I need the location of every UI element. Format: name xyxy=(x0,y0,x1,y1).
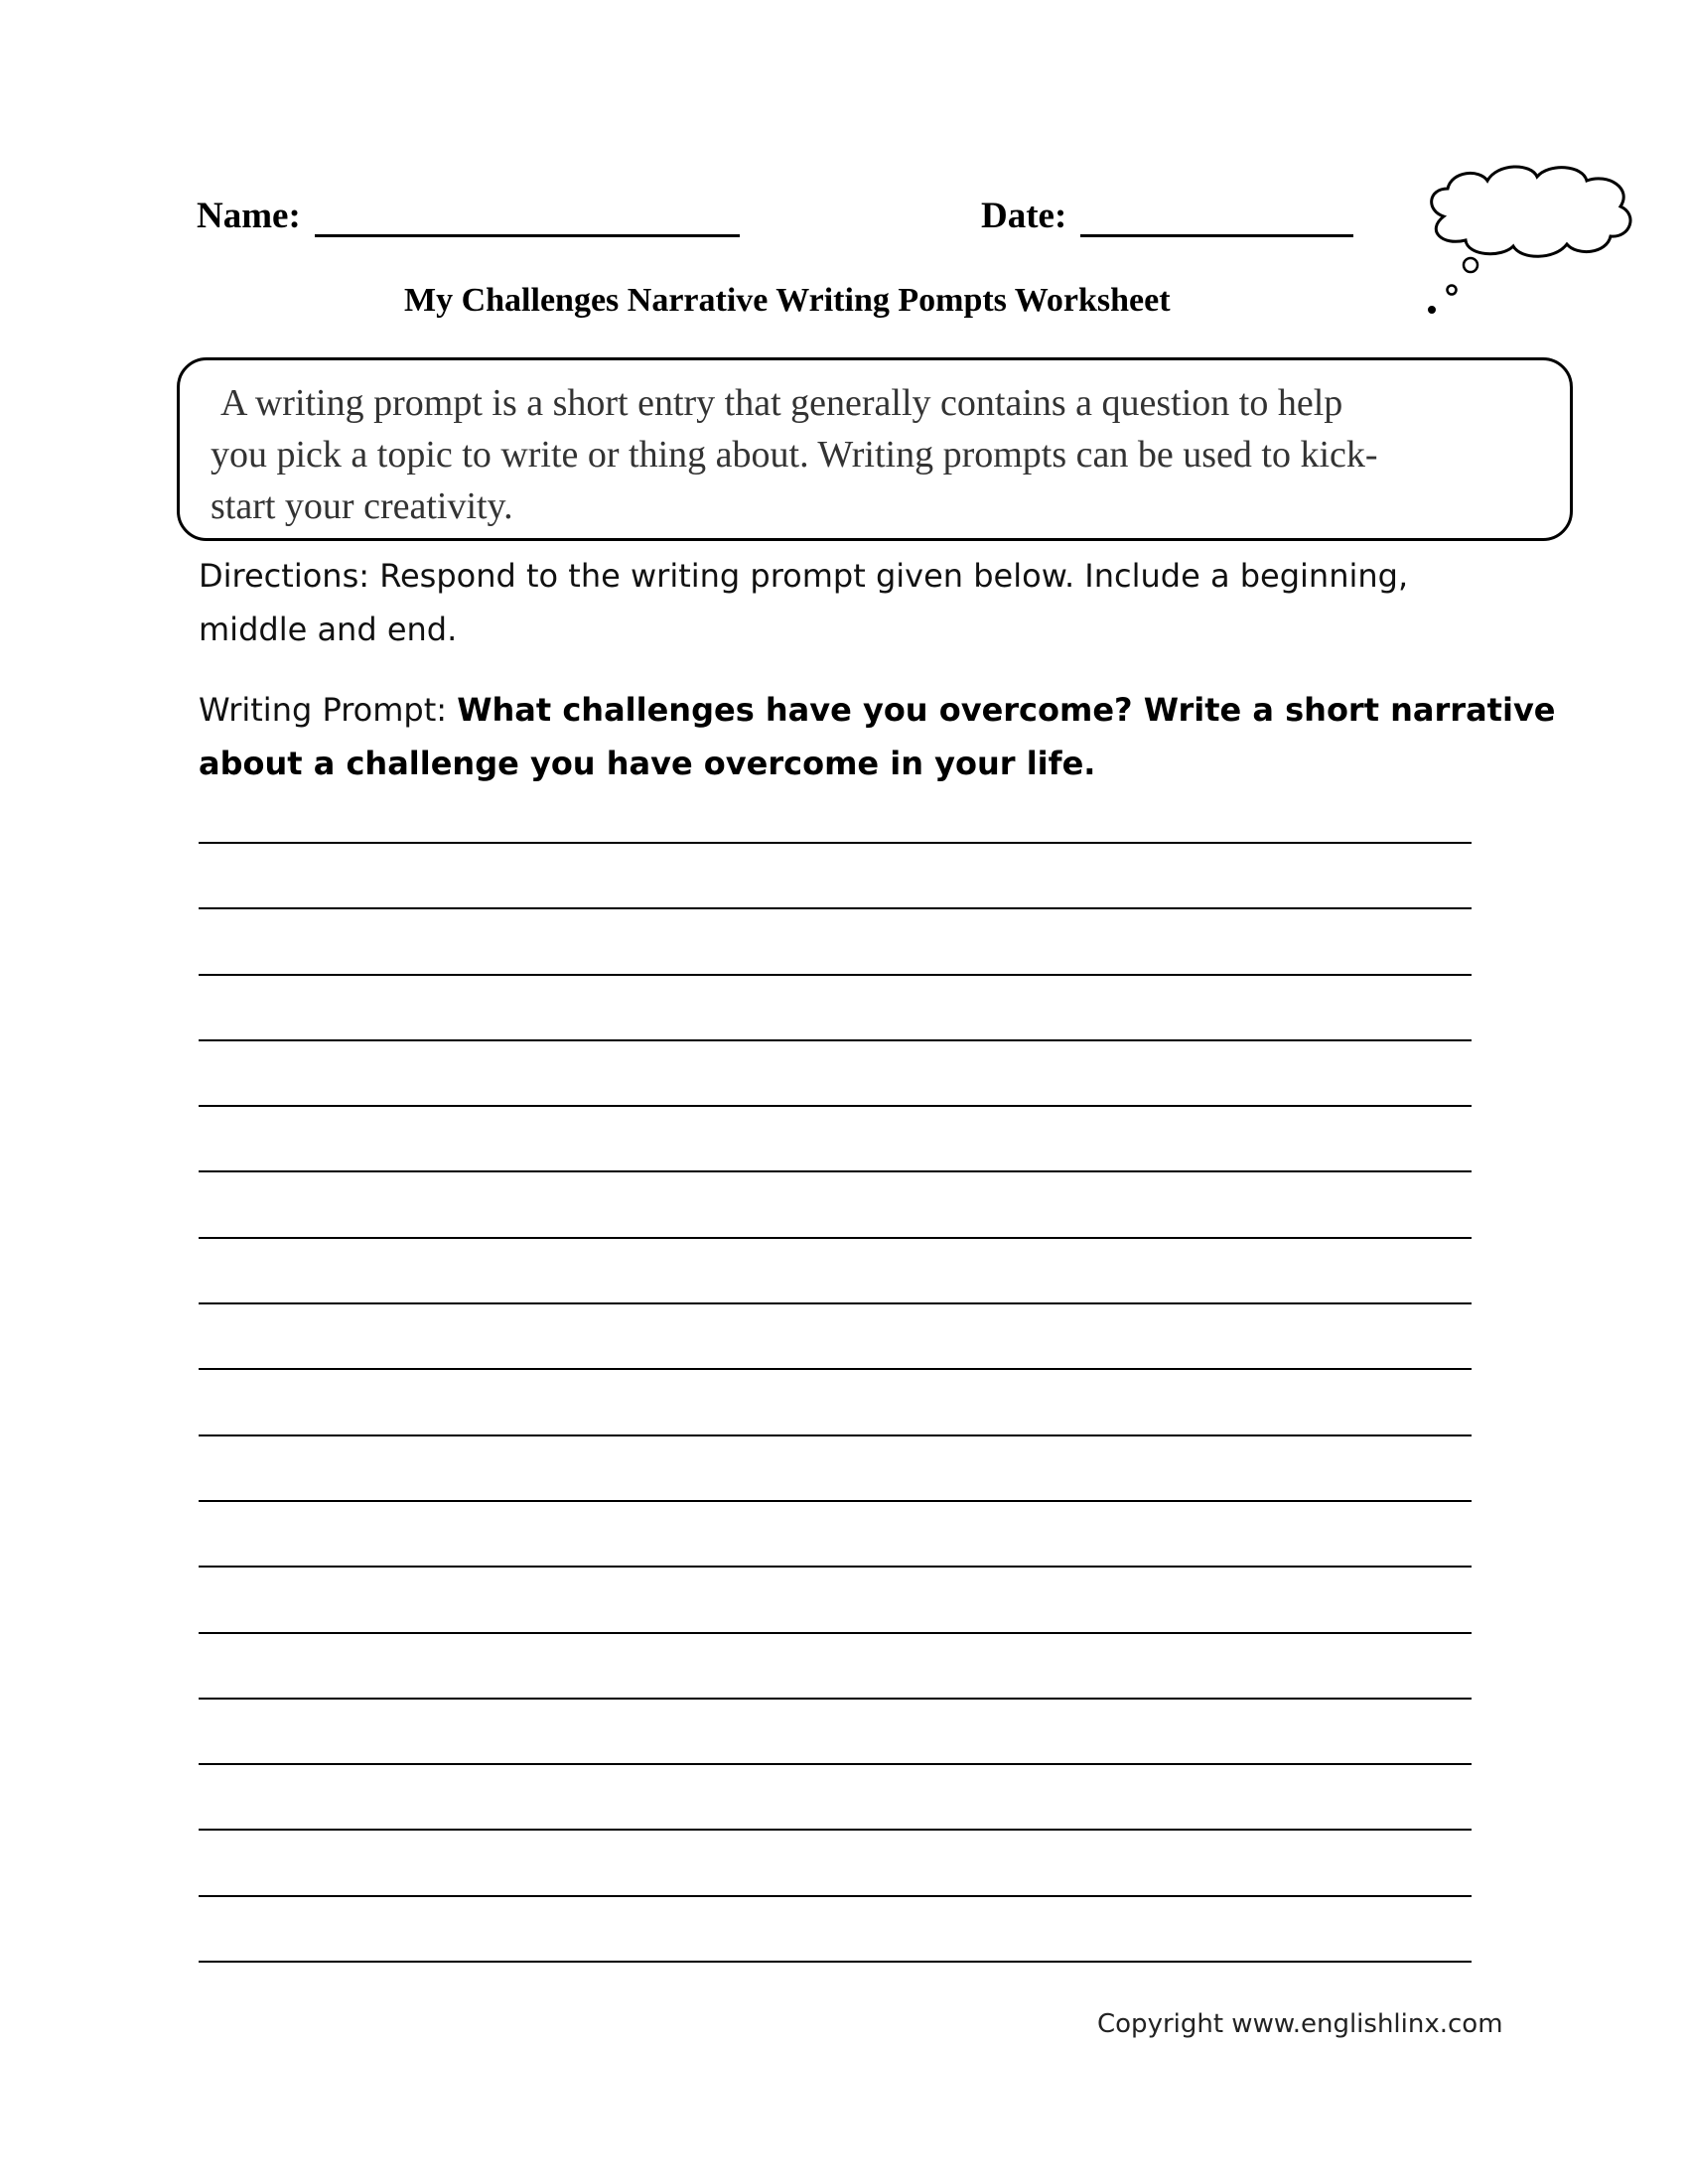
writing-line[interactable] xyxy=(199,1105,1472,1170)
writing-line[interactable] xyxy=(199,1566,1472,1631)
date-field xyxy=(981,195,1353,237)
name-label: Name: xyxy=(197,196,301,236)
worksheet-header xyxy=(197,195,1368,250)
name-field xyxy=(197,195,740,237)
writing-line[interactable] xyxy=(199,1170,1472,1236)
writing-line[interactable] xyxy=(199,1632,1472,1698)
writing-lines-area[interactable] xyxy=(199,842,1472,2026)
date-blank-line[interactable] xyxy=(1080,201,1353,237)
writing-line[interactable] xyxy=(199,1434,1472,1500)
thought-cloud-icon xyxy=(1422,159,1650,328)
writing-line[interactable] xyxy=(199,1500,1472,1566)
writing-line[interactable] xyxy=(199,1302,1472,1368)
intro-box xyxy=(177,357,1573,541)
directions-line: middle and end. xyxy=(199,611,458,648)
writing-prompt-question: What challenges have you overcome? Write a short narrative xyxy=(457,691,1556,729)
directions-line: Directions: Respond to the writing prompt given below. Include a beginning, xyxy=(199,557,1409,595)
intro-line: you pick a topic to write or thing about. Writing prompts can be used to kick- xyxy=(211,434,1378,476)
directions xyxy=(199,549,1489,656)
date-label: Date: xyxy=(981,196,1067,236)
writing-line[interactable] xyxy=(199,1368,1472,1433)
writing-prompt-line xyxy=(199,683,1556,737)
writing-line[interactable] xyxy=(199,1763,1472,1829)
worksheet-title xyxy=(298,282,1390,320)
writing-line[interactable] xyxy=(199,1039,1472,1105)
writing-prompt xyxy=(199,683,1556,790)
worksheet-title-text: My Challenges Narrative Writing Pompts Worksheet xyxy=(404,282,1171,319)
intro-text xyxy=(211,377,1540,532)
writing-line[interactable] xyxy=(199,1698,1472,1763)
writing-prompt-question: about a challenge you have overcome in your life. xyxy=(199,745,1096,782)
writing-line[interactable] xyxy=(199,1895,1472,1961)
writing-line[interactable] xyxy=(199,1237,1472,1302)
name-blank-line[interactable] xyxy=(315,201,740,237)
writing-line[interactable] xyxy=(199,842,1472,907)
writing-line[interactable] xyxy=(199,1829,1472,1894)
writing-line[interactable] xyxy=(199,974,1472,1039)
writing-prompt-label: Writing Prompt: xyxy=(199,691,458,729)
writing-line[interactable] xyxy=(199,907,1472,973)
intro-line: start your creativity. xyxy=(211,485,513,527)
copyright-notice: Copyright www.englishlinx.com xyxy=(1097,2009,1503,2039)
intro-line: A writing prompt is a short entry that generally contains a question to help xyxy=(220,382,1343,424)
